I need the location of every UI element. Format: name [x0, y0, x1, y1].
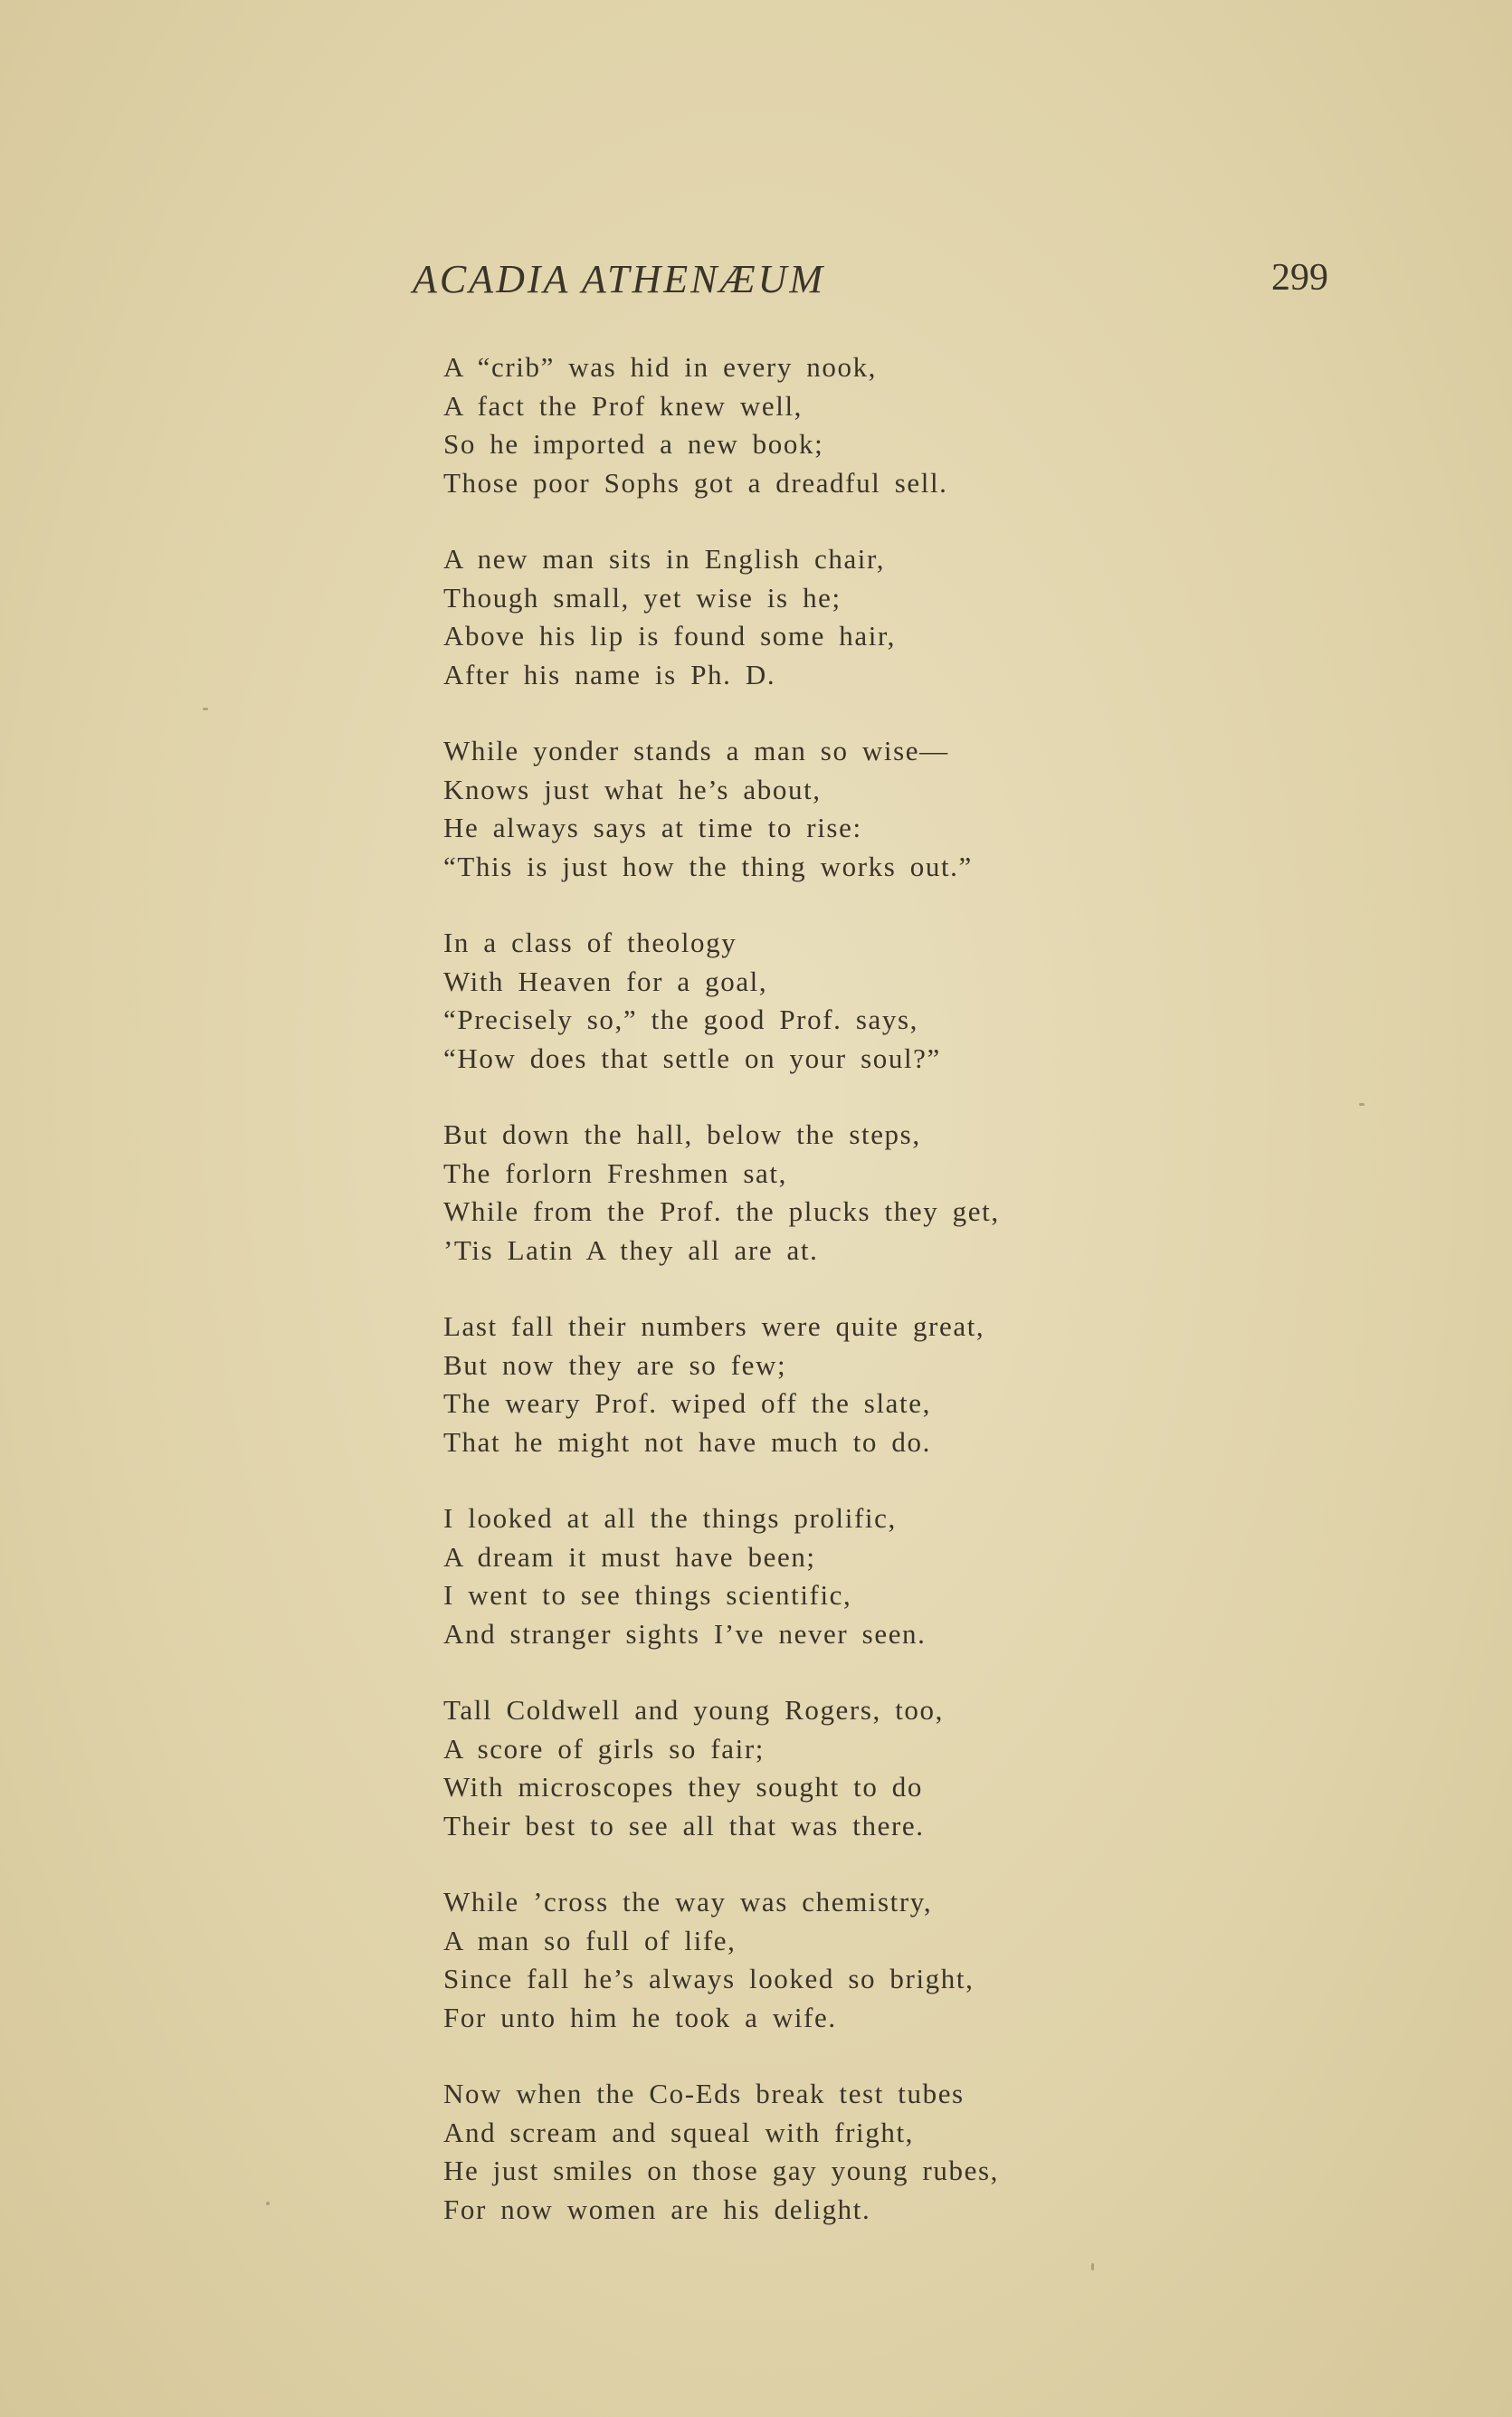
- paper-speck: [1359, 1103, 1365, 1106]
- poem-line: I went to see things scientific,: [443, 1579, 852, 1611]
- stanza-2: [443, 540, 1348, 694]
- poem-line: A man so full of life,: [443, 1924, 737, 1956]
- poem-line: After his name is Ph. D.: [443, 658, 776, 690]
- paper-speck: [1091, 2263, 1094, 2270]
- poem-line: Above his lip is found some hair,: [443, 620, 896, 652]
- stanza-9: [443, 1883, 1348, 2037]
- stanza-7: [443, 1499, 1348, 1653]
- page-number: 299: [1271, 257, 1328, 299]
- running-title: ACADIA ATHENÆUM: [413, 257, 826, 301]
- poem-line: A dream it must have been;: [443, 1540, 816, 1573]
- poem-line: Knows just what he’s about,: [443, 773, 822, 805]
- poem-line: A score of girls so fair;: [443, 1732, 765, 1765]
- poem-line: Last fall their numbers were quite great,: [443, 1310, 985, 1342]
- page-header: [413, 256, 1328, 310]
- poem-line: In a class of theology: [443, 927, 737, 958]
- poem-line: A new man sits in English chair,: [443, 543, 886, 575]
- poem-line: While ’cross the way was chemistry,: [443, 1886, 933, 1917]
- poem-line: “How does that settle on your soul?”: [443, 1042, 941, 1074]
- poem-line: For unto him he took a wife.: [443, 2001, 837, 2033]
- poem-line: A fact the Prof knew well,: [443, 389, 804, 422]
- poem-line: “Precisely so,” the good Prof. says,: [443, 1004, 918, 1035]
- poem-line: Those poor Sophs got a dreadful sell.: [443, 466, 948, 499]
- poem-line: Tall Coldwell and young Rogers, too,: [443, 1694, 944, 1726]
- stanza-4: [443, 924, 1348, 1078]
- poem-line: While from the Prof. the plucks they get,: [443, 1195, 1000, 1227]
- poem-line: So he imported a new book;: [443, 428, 824, 460]
- poem-line: With Heaven for a goal,: [443, 965, 768, 997]
- poem-line: And scream and squeal with fright,: [443, 2116, 915, 2148]
- poem-line: Since fall he’s always looked so bright,: [443, 1963, 975, 1994]
- poem-line: The forlorn Freshmen sat,: [443, 1156, 787, 1189]
- poem-line: That he might not have much to do.: [443, 1425, 931, 1458]
- poem-line: ’Tis Latin A they all are at.: [443, 1233, 819, 1266]
- stanza-10: [443, 2075, 1348, 2229]
- poem-line: But down the hall, below the steps,: [443, 1118, 921, 1150]
- stanza-8: [443, 1691, 1348, 1845]
- stanza-1: [443, 348, 1348, 502]
- poem-line: The weary Prof. wiped off the slate,: [443, 1387, 931, 1419]
- poem-line: A “crib” was hid in every nook,: [443, 351, 878, 383]
- poem: [443, 348, 1348, 2267]
- stanza-3: [443, 732, 1348, 886]
- stanza-6: [443, 1308, 1348, 1461]
- stanza-5: [443, 1116, 1348, 1270]
- poem-line: “This is just how the thing works out.”: [443, 850, 973, 882]
- poem-line: He just smiles on those gay young rubes,: [443, 2155, 1000, 2186]
- poem-line: With microscopes they sought to do: [443, 1771, 924, 1803]
- poem-line: And stranger sights I’ve never seen.: [443, 1617, 927, 1650]
- paper-speck: [266, 2202, 270, 2205]
- poem-line: While yonder stands a man so wise—: [443, 735, 949, 766]
- poem-line: He always says at time to rise:: [443, 812, 862, 843]
- paper-speck: [203, 708, 208, 710]
- poem-line: But now they are so few;: [443, 1348, 787, 1381]
- poem-line: I looked at all the things prolific,: [443, 1502, 897, 1534]
- poem-line: Their best to see all that was there.: [443, 1809, 925, 1841]
- poem-line: Though small, yet wise is he;: [443, 581, 842, 614]
- poem-line: Now when the Co-Eds break test tubes: [443, 2078, 965, 2109]
- poem-line: For now women are his delight.: [443, 2193, 871, 2225]
